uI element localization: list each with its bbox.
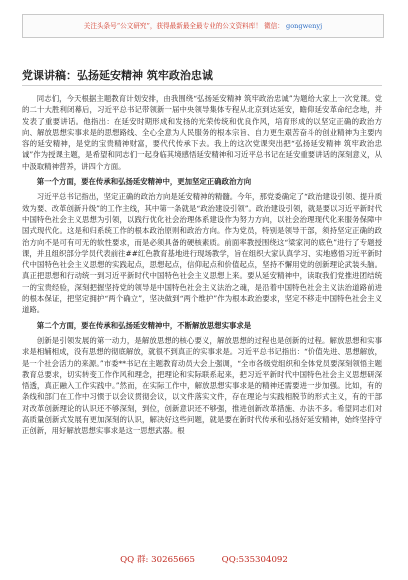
section-2-paragraph: 创新是引领发展的第一动力，是解放思想的核心要义，解放思想的过程也是创新的过程。解放思想和实事求是相辅相成，没有思想的彻底解放，就很不到真正的实事求是。习近平总书记指出：“价值先进、思想解放，是一个社会活力的来源。”市委**书记在主题教育动员大会上强调，“全市各级党组织和全体党员要深刻领悟主题教育总要求，切实转变工作作风和理念，把理论和实际联系起来，把习近平新时代中国特色社会主义思想研深悟透，真正融入工作实践中。”然而，在实际工作中，解放思想实事求是的精神还需要进一步加强。比如，有的条线和部门在工作中习惯于以会议贯彻会议，以文件落实文件，存在理论与实践相脱节的形式主义，有的干部对改革创新理论的认识还不够深刻，到位，创新意识还不够强，推进创新改革措施、办法不多。希望同志们对高质量创新式发展有更加深刻的认识，解决好这些问题，就是要在新时代传承和弘扬好延安精神，始终坚持守正创新，用好解放思想实事求是这一思想武器。根 [22,335,382,436]
wechat-label: 微信： [264,22,284,30]
article-title: 党课讲稿：弘扬延安精神 筑牢政治忠诚 [22,69,213,82]
article-body [22,93,382,545]
title-divider [22,85,382,86]
promo-banner [22,14,384,38]
wechat-id: gongwenyj [285,22,323,30]
section-heading-2: 第二个方面，要在传承和弘扬延安精神中，不断解放思想实事求是 [36,320,252,330]
contact-footer [0,553,408,565]
qq-group-text: QQ 群: 30265665 [120,555,195,565]
promo-text: 关注头条号“公文研究”，获得最新最全最专业的公文资料库！ [83,22,262,30]
intro-paragraph: 同志们，今天根据主题教育计划安排，由我围绕“弘扬延安精神 筑牢政治忠诚”为题给大家上一次党课。党的二十大胜利闭幕后，习近平总书记带领新一届中央领导集体专程从北京到达延安，瞻仰延安革命纪念地，并发表了重要讲话。他指出：在延安时期形成和发扬的光荣传统和优良作风，培育形成的以坚定正确的政治方向、解放思想实事求是的思想路线、全心全意为人民服务的根本宗旨、自力更生艰苦奋斗的创业精神为主要内容的延安精神，是党的宝贵精神财富，要代代传承下去。我上的这次党课突出把“弘扬延安精神 筑牢政治忠诚”作为授课主题，是希望和同志们一起身临其境感悟延安精神和习近平总书记在延安重要讲话的深刻意义，从中汲取精神营养，讲四个方面。 [22,94,382,171]
section-heading-1: 第一个方面，要在传承和弘扬延安精神中，更加坚定正确政治方向 [36,177,252,187]
section-1-paragraph: 习近平总书记指出，坚定正确的政治方向是延安精神的精髓。今年，那党委确定了“政治建设引领、提升质效为要、改革创新升级”的工作主线，其中第一条就是“政治建设引领”。政治建设引领，就是要以习近平新时代中国特色社会主义思想为引领，以践行优化社会治理体系建设作为努力方向，以社会治理现代化来服务保障中国式现代化。这是和归系统工作的根本政治原则和政治方向。作为党员，特别是领导干部，须持坚定正确的政治方向不是可有可无的软性要求，而是必须具备的硬核素质。前面率教授围绕这“梁家河的底色”进行了专题授课，并且组织部分学员代表前往##红色教育基地进行现场教学，旨在组织大家认真学习、实地感悟习近平新时代中国特色社会主义思想的实践起点，思想起点，信仰起点和价值起点，坚持不懈用党的创新理论武装头脑。真正把思想和行动统一到习近平新时代中国特色社会主义思想上来。要从延安精神中，读取我们党推进团结统一的宝贵经验，深刻把握坚持党的领导是中国特色社会主义法治之魂，是沿着中国特色社会主义法治道路前进的根本保证，把坚定拥护“两个确立”，坚决做到“两个维护”作为根本政治要求，坚定不移走中国特色社会主义道路。 [22,192,382,315]
qq-text: QQ:535304092 [221,555,288,565]
